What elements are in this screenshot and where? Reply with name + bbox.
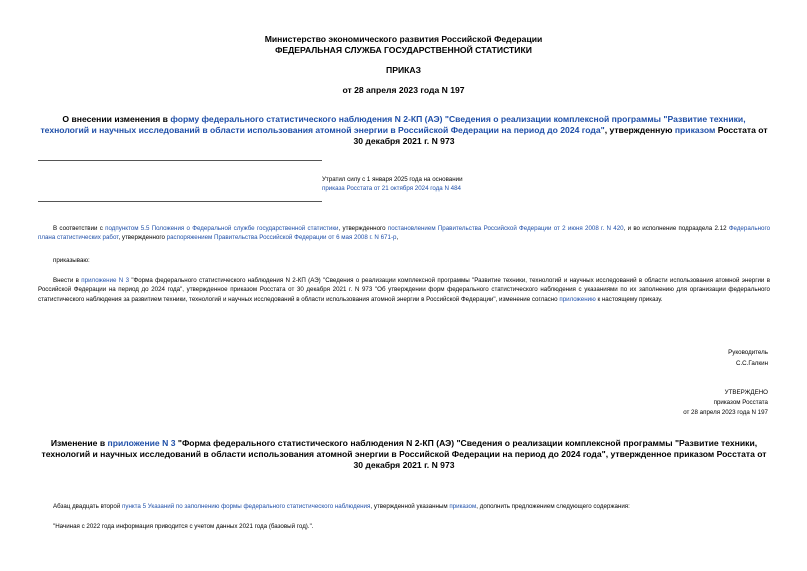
approved-date: от 28 апреля 2023 года N 197 xyxy=(683,409,768,416)
title-middle: , утвержденную xyxy=(604,125,675,135)
title-form-link[interactable]: форму федерального статистического наблюдения N 2-КП (АЭ) "Сведения о реализации комплексной программы "Развитие техники, технологий и научных исследований в области использования атомной энергии в Российской Федерации на период до 2024 года" xyxy=(40,114,746,135)
change-title-rest: "Форма федерального статистического наблюдения N 2-КП (АЭ) "Сведения о реализации комплексной программы "Развитие техники, технологий и научных исследований в области использования атомной энергии в Российской Федерации на период до 2024 года", утвержденное приказом Росстата от 30 декабря 2021 г. N 973 xyxy=(41,438,767,470)
signer-name: С.С.Галкин xyxy=(735,360,768,367)
government-decree-link[interactable]: постановлением Правительства Российской Федерации от 2 июня 2008 г. N 420 xyxy=(387,225,624,232)
signer-role: Руководитель xyxy=(728,349,768,356)
title-order-link[interactable]: приказом xyxy=(674,125,716,135)
federal-plan-link[interactable]: Федерального плана статистических работ xyxy=(38,225,771,242)
approval-block xyxy=(500,388,768,417)
change-title-prefix: Изменение в xyxy=(50,438,108,448)
ministry-name: Министерство экономического развития Российской Федерации xyxy=(264,34,543,44)
basis-text-4: , утвержденного xyxy=(118,234,167,242)
quoted-sentence: "Начиная с 2022 года информация приводится с учетом данных 2021 года (базовый год).". xyxy=(53,523,314,530)
basis-text-1: В соответствии с xyxy=(53,225,106,232)
order-paragraph xyxy=(38,276,770,304)
annex-link[interactable]: приложению xyxy=(559,295,596,303)
order-text-1: Внести в xyxy=(53,277,82,284)
amendment-paragraph xyxy=(38,502,770,511)
order-text-3: к настоящему приказу. xyxy=(595,295,663,303)
amendment-text-1: Абзац двадцать второй xyxy=(53,503,122,510)
expired-order-link[interactable]: приказа Росстата от 21 октября 2024 года N 484 xyxy=(322,185,461,192)
approved-label: УТВЕРЖДЕНО xyxy=(724,389,768,396)
document-date: от 28 апреля 2023 года N 197 xyxy=(342,85,465,95)
order-word: приказываю: xyxy=(53,257,90,264)
title-prefix: О внесении изменения в xyxy=(62,114,171,124)
title-suffix: Росстата от 30 декабря 2021 г. N 973 xyxy=(353,125,768,146)
basis-paragraph xyxy=(38,224,770,243)
document-type: ПРИКАЗ xyxy=(386,65,421,75)
document-title xyxy=(38,114,770,147)
government-order-link[interactable]: распоряжением Правительства Российской Федерации от 6 мая 2008 г. N 671-р xyxy=(166,234,397,242)
order-text-2: "Форма федерального статистического наблюдения N 2-КП (АЭ) "Сведения о реализации комплексной программы "Развитие техники, технологий и научных исследований в области использования атомной энергии в Российской Федерации на период до 2024 года", утвержденное приказом Росстата от 30 декабря 2021 г. N 973 "Об утверждении форм федерального статистического наблюдения с указаниями по их заполнению для организации федерального статистического наблюдения за развитием техники, технологий и научных исследований в области использования атомной энергии в Российской Федерации", изменение согласно xyxy=(38,277,770,303)
basis-text-3: , и во исполнение подраздела 2.12 xyxy=(623,225,729,232)
appendix-link[interactable]: приложение N 3 xyxy=(81,277,130,284)
basis-text-2: , утвержденного xyxy=(338,225,388,232)
approved-by: приказом Росстата xyxy=(713,399,768,406)
basis-text-5: , xyxy=(396,234,399,242)
service-name: ФЕДЕРАЛЬНАЯ СЛУЖБА ГОСУДАРСТВЕННОЙ СТАТИСТИКИ xyxy=(275,45,532,55)
expired-note xyxy=(322,175,622,193)
instructions-link[interactable]: пункта 5 Указаний по заполнению формы федерального статистического наблюдения xyxy=(122,503,371,510)
divider-top xyxy=(38,160,322,161)
amendment-text-3: , дополнить предложением следующего содержания: xyxy=(476,503,630,510)
expired-line: Утратил силу с 1 января 2025 года на основании xyxy=(322,176,463,183)
signature-block xyxy=(500,348,768,368)
order-reference-link[interactable]: приказом xyxy=(449,503,477,510)
amendment-text-2: , утвержденной указанным xyxy=(370,503,450,510)
regulation-link[interactable]: подпунктом 5.5 Положения о Федеральной службе государственной статистики xyxy=(105,225,339,232)
change-title xyxy=(38,438,770,471)
divider-bottom xyxy=(38,201,322,202)
change-title-appendix-link[interactable]: приложение N 3 xyxy=(107,438,176,448)
